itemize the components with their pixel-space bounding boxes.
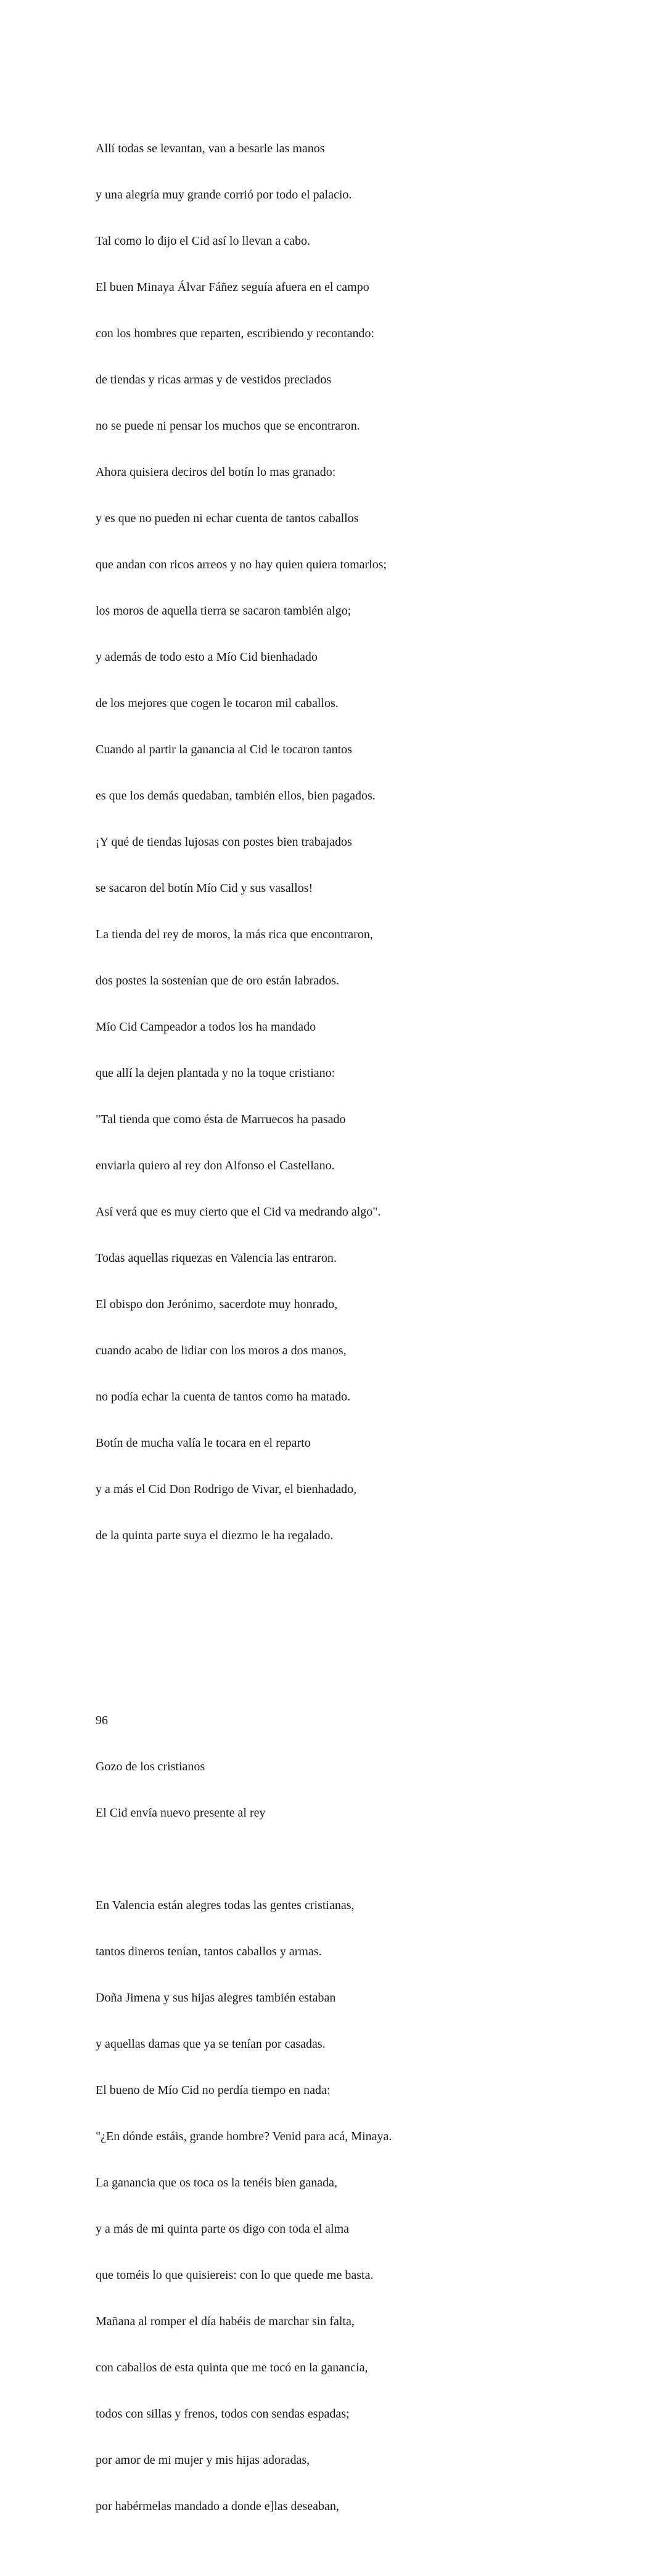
verse-line: tantos dineros tenían, tantos caballos y armas. — [96, 1945, 322, 1958]
verse-line: Botín de mucha valía le tocara en el reparto — [96, 1436, 311, 1450]
section-number: 96 — [96, 1714, 108, 1727]
verse-line: La ganancia que os toca os la tenéis bien ganada, — [96, 2176, 338, 2190]
verse-line: Mío Cid Campeador a todos los ha mandado — [96, 1020, 316, 1034]
verse-line: y a más de mi quinta parte os digo con toda el alma — [96, 2222, 349, 2236]
verse-line: Tal como lo dijo el Cid así lo llevan a cabo. — [96, 234, 310, 248]
section-96 — [96, 1682, 392, 2545]
verse-line: El buen Minaya Álvar Fáñez seguía afuera en el campo — [96, 280, 369, 294]
verse-line: cuando acabo de lidiar con los moros a dos manos, — [96, 1344, 347, 1357]
verse-line: Cuando al partir la ganancia al Cid le tocaron tantos — [96, 743, 352, 756]
verse-line: y una alegría muy grande corrió por todo el palacio. — [96, 188, 352, 202]
verse-line: Ahora quisiera deciros del botín lo mas granado: — [96, 465, 336, 479]
verse-line: que toméis lo que quisiereis: con lo que quede me basta. — [96, 2268, 374, 2282]
verse-line: y es que no pueden ni echar cuenta de tantos caballos — [96, 512, 359, 525]
verse-line: con caballos de esta quinta que me tocó en la ganancia, — [96, 2361, 368, 2374]
verse-line: por habérmelas mandado a donde e]las deseaban, — [96, 2500, 339, 2513]
verse-line: Todas aquellas riquezas en Valencia las entraron. — [96, 1251, 337, 1265]
verse-line: los moros de aquella tierra se sacaron también algo; — [96, 604, 352, 618]
verse-line: todos con sillas y frenos, todos con sendas espadas; — [96, 2407, 350, 2421]
stanza-95-continued — [96, 110, 392, 1574]
verse-line: y además de todo esto a Mío Cid bienhadado — [96, 650, 318, 664]
verse-line: no podía echar la cuenta de tantos como ha matado. — [96, 1390, 351, 1404]
verse-line: enviarla quiero al rey don Alfonso el Castellano. — [96, 1159, 335, 1172]
verse-line: que allí la dejen plantada y no la toque cristiano: — [96, 1066, 335, 1080]
verse-line: Doña Jimena y sus hijas alegres también estaban — [96, 1991, 336, 2005]
verse-line: "¿En dónde estáis, grande hombre? Venid para acá, Minaya. — [96, 2130, 392, 2143]
verse-line: El bueno de Mío Cid no perdía tiempo en nada: — [96, 2083, 331, 2097]
verse-line: es que los demás quedaban, también ellos, bien pagados. — [96, 789, 376, 803]
verse-line: de los mejores que cogen le tocaron mil caballos. — [96, 697, 339, 710]
verse-line: El obispo don Jerónimo, sacerdote muy honrado, — [96, 1298, 338, 1311]
verse-line: que andan con ricos arreos y no hay quien quiera tomarlos; — [96, 558, 387, 571]
verse-line: y aquellas damas que ya se tenían por casadas. — [96, 2037, 326, 2051]
verse-line: "Tal tienda que como ésta de Marruecos ha pasado — [96, 1113, 346, 1126]
verse-line: En Valencia están alegres todas las gentes cristianas, — [96, 1899, 355, 1912]
verse-line: Allí todas se levantan, van a besarle las manos — [96, 142, 325, 155]
verse-line: de la quinta parte suya el diezmo le ha regalado. — [96, 1529, 334, 1542]
verse-line: de tiendas y ricas armas y de vestidos preciados — [96, 373, 332, 386]
section-subtitle: El Cid envía nuevo presente al rey — [96, 1806, 266, 1820]
verse-line: dos postes la sostenían que de oro están labrados. — [96, 974, 339, 987]
verse-line: y a más el Cid Don Rodrigo de Vivar, el bienhadado, — [96, 1482, 357, 1496]
heading-spacer — [96, 1852, 392, 1867]
verse-line: por amor de mi mujer y mis hijas adoradas, — [96, 2453, 310, 2467]
verse-line: La tienda del rey de moros, la más rica que encontraron, — [96, 928, 373, 941]
poem-text — [96, 80, 392, 2576]
verse-line: Mañana al romper el día habéis de marchar sin falta, — [96, 2315, 355, 2328]
verse-line: no se puede ni pensar los muchos que se encontraron. — [96, 419, 360, 433]
verse-line: con los hombres que reparten, escribiendo y recontando: — [96, 327, 375, 340]
stanza-spacer — [96, 1621, 392, 1636]
verse-line: ¡Y qué de tiendas lujosas con postes bien trabajados — [96, 835, 352, 849]
verse-line: Así verá que es muy cierto que el Cid va medrando algo". — [96, 1205, 381, 1219]
section-title: Gozo de los cristianos — [96, 1760, 205, 1773]
verse-line: se sacaron del botín Mío Cid y sus vasallos! — [96, 881, 313, 895]
